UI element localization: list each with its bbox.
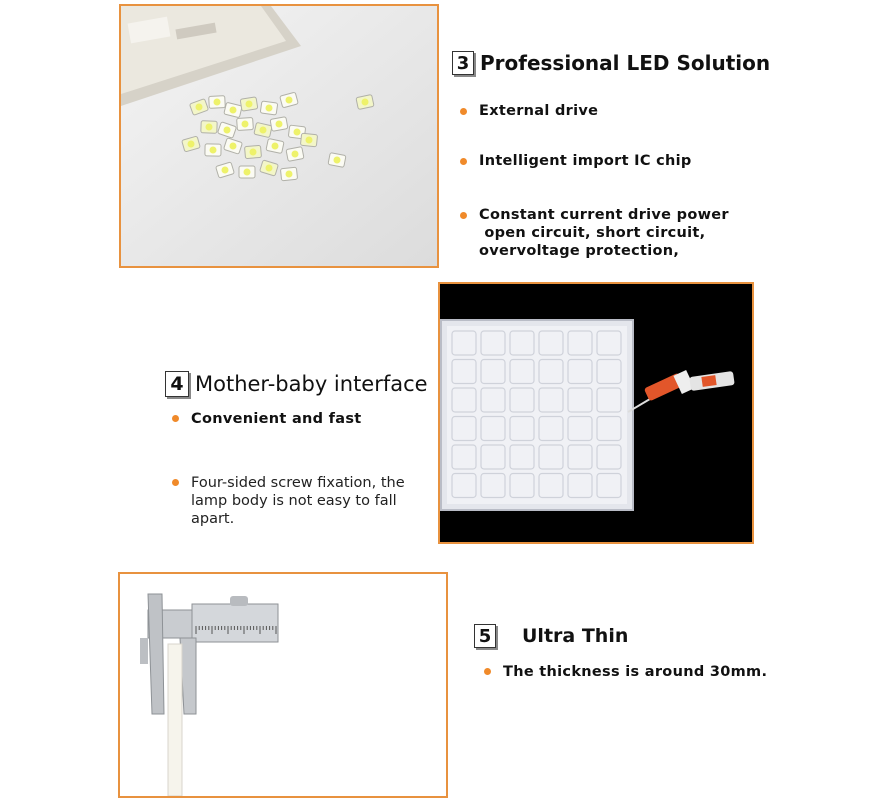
- led-chip-lens: [272, 143, 279, 150]
- bullet-text: The thickness is around 30mm.: [503, 664, 768, 680]
- bullet-text: Convenient and fast: [191, 411, 362, 427]
- section-number-badge: 4: [165, 371, 189, 397]
- section-number-badge: 3: [452, 51, 474, 75]
- bullet-text: Intelligent import IC chip: [479, 153, 692, 169]
- led-chip-lens: [230, 107, 237, 114]
- led-chip-lens: [222, 167, 229, 174]
- bullet-dot-icon: [484, 668, 491, 675]
- led-chip-lens: [210, 147, 217, 154]
- bullet-text: Four-sided screw fixation, the lamp body is not easy to fall apart.: [191, 475, 405, 527]
- section-title: Professional LED Solution: [480, 51, 771, 75]
- section3-heading: [452, 51, 770, 75]
- led-chip-lens: [214, 99, 221, 106]
- led-chip-lens: [286, 97, 293, 104]
- section5-heading: [474, 624, 628, 648]
- bullet-dot-icon: [460, 158, 467, 165]
- led-chip-lens: [250, 149, 257, 156]
- section-title: Ultra Thin: [522, 625, 629, 647]
- led-chip-lens: [206, 124, 213, 131]
- bullet-text: Constant current drive power open circuit, short circuit, overvoltage protection,: [479, 207, 729, 259]
- bullet-dot-icon: [172, 479, 179, 486]
- bullet-dot-icon: [460, 108, 467, 115]
- led-chip-lens: [266, 165, 273, 172]
- led-chip-lens: [244, 169, 251, 176]
- list-item: [460, 152, 692, 170]
- led-chip-lens: [188, 141, 195, 148]
- caliper-photo: [118, 572, 448, 798]
- list-item: [172, 410, 362, 428]
- led-chip-lens: [286, 171, 293, 178]
- led-chip-lens: [230, 143, 237, 150]
- led-chips-photo: [119, 4, 439, 268]
- led-chip-lens: [242, 121, 249, 128]
- list-item: [484, 663, 767, 681]
- led-chip-lens: [276, 121, 283, 128]
- section-number-badge: 5: [474, 624, 496, 648]
- bullet-dot-icon: [172, 415, 179, 422]
- bullet-text: External drive: [479, 103, 599, 119]
- bullet-dot-icon: [460, 212, 467, 219]
- section-title: Mother-baby interface: [195, 372, 428, 396]
- led-chip-lens: [306, 137, 313, 144]
- list-item: [172, 474, 405, 528]
- led-panel-photo: [438, 282, 754, 544]
- led-chip-lens: [294, 129, 301, 136]
- list-item: [460, 102, 598, 120]
- section4-heading: [165, 371, 428, 397]
- led-chip-lens: [224, 127, 231, 134]
- led-chip-lens: [334, 157, 341, 164]
- list-item: [460, 206, 729, 260]
- led-chip-lens: [260, 127, 267, 134]
- led-chip-lens: [246, 101, 253, 108]
- led-chip-lens: [362, 99, 369, 106]
- led-chip-lens: [292, 151, 299, 158]
- led-chip-lens: [266, 105, 273, 112]
- led-chip-lens: [196, 104, 203, 111]
